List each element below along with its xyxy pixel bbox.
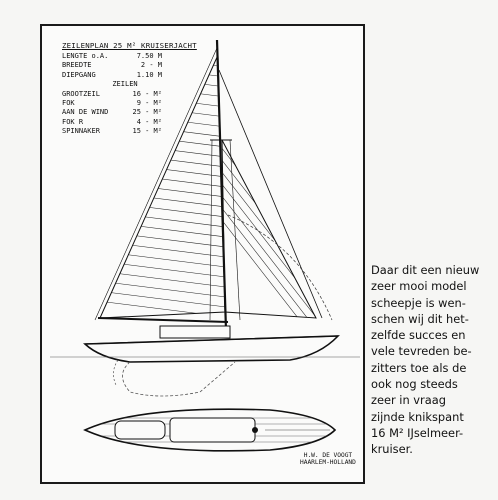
spec-row: SPINNAKER 15 - M² — [62, 127, 162, 136]
mainsail — [90, 40, 330, 330]
caption-line: zelfde succes en — [371, 328, 466, 343]
backstay — [95, 48, 217, 320]
shroud — [210, 140, 212, 320]
forestay — [219, 70, 322, 318]
cockpit — [115, 421, 165, 439]
caption-line: 16 M² IJselmeer- — [371, 425, 464, 440]
caption-text — [371, 262, 496, 458]
boom — [98, 318, 228, 322]
caption-line: scheepje is wen- — [371, 295, 466, 310]
caption-line: zeer mooi model — [371, 279, 467, 294]
jib — [200, 60, 340, 372]
spec-row: FOK 9 - M² — [62, 99, 162, 108]
caption-line: vele tevreden be- — [371, 344, 472, 359]
rudder-outline — [113, 360, 118, 385]
caption-line: Daar dit een nieuw — [371, 263, 480, 277]
caption-line: zitters toe als de — [371, 360, 467, 375]
spec-row: BREEDTE 2 - M — [62, 61, 162, 70]
caption-line: zeer in vraag — [371, 393, 446, 408]
spec-section-heading: ZEILEN — [112, 80, 138, 89]
mast-step — [252, 427, 258, 433]
spec-row: GROOTZEIL 16 - M² — [62, 89, 162, 98]
caption-line: schen wij dit het- — [371, 311, 469, 326]
spec-row: DIEPGANG 1.10 M — [62, 70, 162, 79]
cabin-top — [160, 326, 230, 338]
shroud — [230, 140, 240, 320]
jib-outline — [222, 140, 316, 318]
keel-outline — [123, 362, 236, 396]
plate-title: ZEILENPLAN 25 M² KRUISERJACHT — [62, 41, 197, 50]
caption-line: zijnde knikspant — [371, 409, 464, 424]
spec-row: FOK R 4 - M² — [62, 117, 162, 126]
cabin-plan — [170, 418, 255, 442]
caption-line: kruiser. — [371, 442, 413, 457]
designer-credit: H.W. DE VOOGT HAARLEM-HOLLAND — [300, 452, 356, 466]
spec-row: AAN DE WIND 25 - M² — [62, 108, 162, 117]
spec-row: LENGTE o.A. 7.50 M — [62, 52, 162, 60]
caption-line: ook nog steeds — [371, 377, 458, 392]
